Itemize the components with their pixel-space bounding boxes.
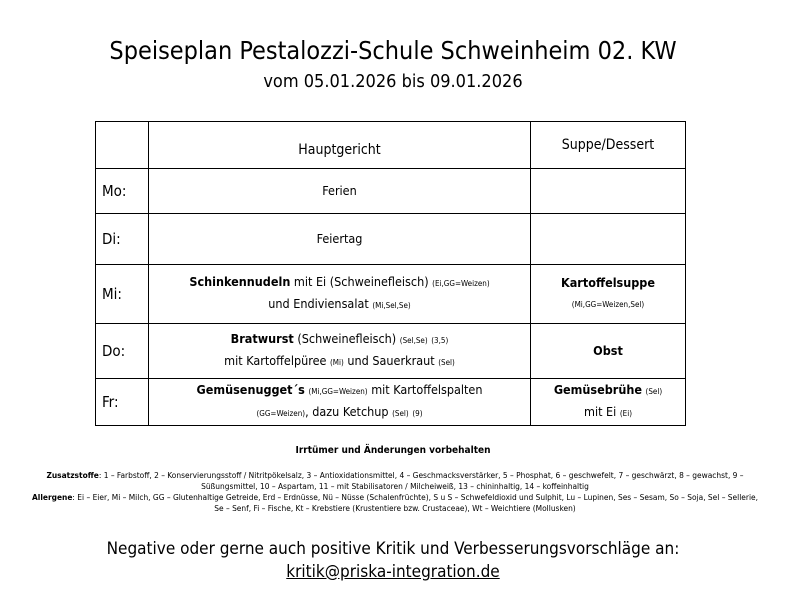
- main-dish-cell: [149, 324, 531, 379]
- header-day: [96, 122, 149, 169]
- day-cell: Di:: [96, 214, 149, 265]
- date-range: vom 05.01.2026 bis 09.01.2026: [263, 71, 523, 92]
- menu-text: Ferien: [322, 183, 357, 198]
- menu-text: Gemüsebrühe: [553, 382, 642, 397]
- menu-text: mit Ei (Schweinefleisch): [290, 274, 433, 289]
- menu-text: mit Ei: [583, 404, 620, 419]
- table-row: [96, 379, 686, 426]
- main-dish-cell: [149, 379, 531, 426]
- day-cell: Mi:: [96, 265, 149, 324]
- table-row: [96, 169, 686, 214]
- main-dish-cell: [149, 265, 531, 324]
- page-title: Speiseplan Pestalozzi-Schule Schweinheim 02. KW: [109, 36, 677, 65]
- soup-dessert-cell: [531, 379, 686, 426]
- additives-text: : 1 – Farbstoff, 2 – Konservierungsstoff / Nitritpökelsalz, 3 – Antioxidationsmittel, 4 – Geschmacksverstärker, 5 – Phosphat, 6 – geschwefelt, 7 – geschwärzt, 8 – gewachst, 9 – Süßungsmittel, 10 – Aspartam, 11 – mit Stabilisatoren / Milcheiweiß, 13 – chininhaltig, 14 – koffeinhaltig: [98, 470, 744, 491]
- menu-text: Kartoffelsuppe: [561, 275, 655, 290]
- menu-text: Schinkennudeln: [189, 274, 291, 289]
- feedback-text: Negative oder gerne auch positive Kritik und Verbesserungsvorschläge an:: [106, 539, 680, 559]
- menu-text: Bratwurst: [230, 331, 294, 346]
- menu-text: (Schweinefleisch): [293, 331, 400, 346]
- email-link[interactable]: kritik@priska-integration.de: [286, 562, 500, 582]
- main-dish-cell: [149, 214, 531, 265]
- menu-text: (Sel): [438, 358, 455, 367]
- menu-text: Feiertag: [316, 231, 363, 246]
- menu-text: , dazu Ketchup: [305, 404, 393, 419]
- menu-text: (Mi,GG=Weizen): [308, 387, 368, 396]
- additives-label: Zusatzstoffe: [46, 470, 99, 480]
- menu-text: (Sel): [392, 409, 409, 418]
- soup-dessert-cell: [531, 214, 686, 265]
- day-cell: Mo:: [96, 169, 149, 214]
- menu-text: und Endiviensalat: [268, 296, 373, 311]
- table-row: [96, 324, 686, 379]
- day-cell: Fr:: [96, 379, 149, 426]
- allergens-text: : Ei – Eier, Mi – Milch, GG – Glutenhaltige Getreide, Erd – Erdnüsse, Nü – Nüsse (Schalenfrüchte), S u S – Schwefeldioxid und Sulphit, Lu – Lupinen, Ses – Sesam, So – Soja, Sel – Sellerie, Se – Senf, Fi – Fische, Kt – Krebstiere (Krustentiere bzw. Crustaceae), Wt – Weichtiere (Mollusken): [72, 492, 758, 513]
- table-header-row: [96, 122, 686, 169]
- soup-dessert-cell: [531, 324, 686, 379]
- table-row: [96, 214, 686, 265]
- menu-text: (GG=Weizen): [256, 409, 306, 418]
- menu-text: (Sel,Se): [399, 336, 428, 345]
- legend: [30, 470, 760, 514]
- disclaimer: Irrtümer und Änderungen vorbehalten: [295, 445, 491, 456]
- menu-text: (Ei,GG=Weizen): [432, 279, 490, 288]
- menu-text: (3,5): [431, 336, 449, 345]
- menu-text: (Ei): [619, 409, 633, 418]
- menu-text: (Sel): [645, 387, 663, 396]
- soup-dessert-cell: [531, 169, 686, 214]
- menu-table: [95, 121, 686, 426]
- menu-text: Obst: [593, 343, 623, 358]
- header-soup-dessert: Suppe/Dessert: [531, 122, 686, 169]
- menu-text: mit Kartoffelpüree: [224, 353, 330, 368]
- allergens-label: Allergene: [31, 492, 73, 502]
- menu-text: (Mi): [330, 358, 344, 367]
- main-dish-cell: [149, 169, 531, 214]
- menu-text: und Sauerkraut: [343, 353, 439, 368]
- table-row: [96, 265, 686, 324]
- menu-text: (Mi,GG=Weizen,Sel): [571, 300, 645, 309]
- menu-text: (Mi,Sel,Se): [372, 301, 411, 310]
- menu-text: (9): [412, 409, 423, 418]
- day-cell: Do:: [96, 324, 149, 379]
- menu-text: Gemüsenugget´s: [196, 382, 305, 397]
- soup-dessert-cell: [531, 265, 686, 324]
- header-main-dish: Hauptgericht: [149, 122, 531, 169]
- menu-text: mit Kartoffelspalten: [367, 382, 483, 397]
